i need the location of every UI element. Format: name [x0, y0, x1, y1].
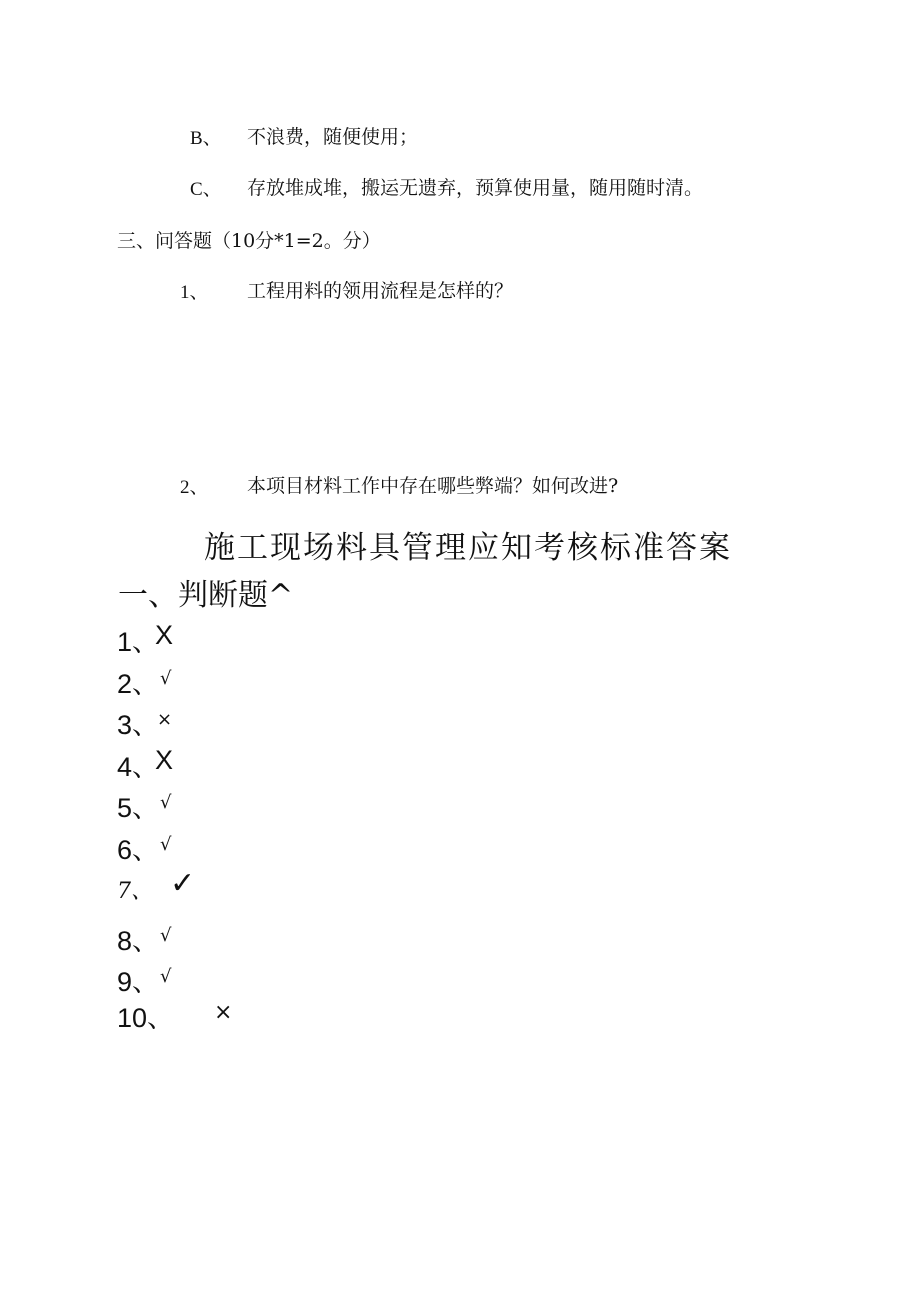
answer-7-number: 7、 [117, 879, 153, 904]
answer-9-number: 9、 [117, 967, 160, 997]
answer-6-mark: √ [160, 834, 172, 855]
question-2-text: 本项目材料工作中存在哪些弊端？如何改进? [247, 475, 619, 497]
answer-8-number: 8、 [117, 926, 160, 956]
answer-10-mark: × [214, 1000, 233, 1025]
question-2-label: 2、 [180, 477, 209, 498]
answer-2-number: 2、 [117, 669, 160, 699]
option-b-label: B、 [190, 128, 222, 149]
answer-2-mark: √ [160, 668, 172, 689]
answer-5-number: 5、 [117, 793, 160, 823]
answer-3-mark: × [157, 709, 173, 730]
section-heading-qa: 三、问答题（10分*1=2。分） [117, 230, 381, 252]
answer-4-number: 4、 [117, 752, 160, 782]
option-c-text: 存放堆成堆，搬运无遗弃，预算使用量，随用随时清。 [247, 177, 704, 199]
answer-8-mark: √ [160, 925, 172, 946]
question-1-text: 工程用料的领用流程是怎样的？ [247, 280, 514, 302]
answer-5-mark: √ [160, 792, 172, 813]
answer-4-mark: X [155, 745, 174, 775]
answer-3-number: 3、 [117, 710, 160, 740]
answer-10-number: 10、 [117, 1003, 175, 1033]
question-1-label: 1、 [180, 282, 209, 303]
option-b-text: 不浪费，随便使用； [247, 126, 419, 148]
answer-section-heading: 一、判断题^ [118, 578, 294, 613]
option-c-label: C、 [190, 179, 222, 200]
answer-7-mark: ✓ [170, 866, 196, 901]
answer-1-number: 1、 [117, 627, 160, 657]
answer-9-mark: √ [160, 966, 172, 987]
answer-title: 施工现场料具管理应知考核标准答案 [204, 530, 732, 566]
answer-6-number: 6、 [117, 835, 160, 865]
answer-1-mark: X [155, 620, 174, 650]
